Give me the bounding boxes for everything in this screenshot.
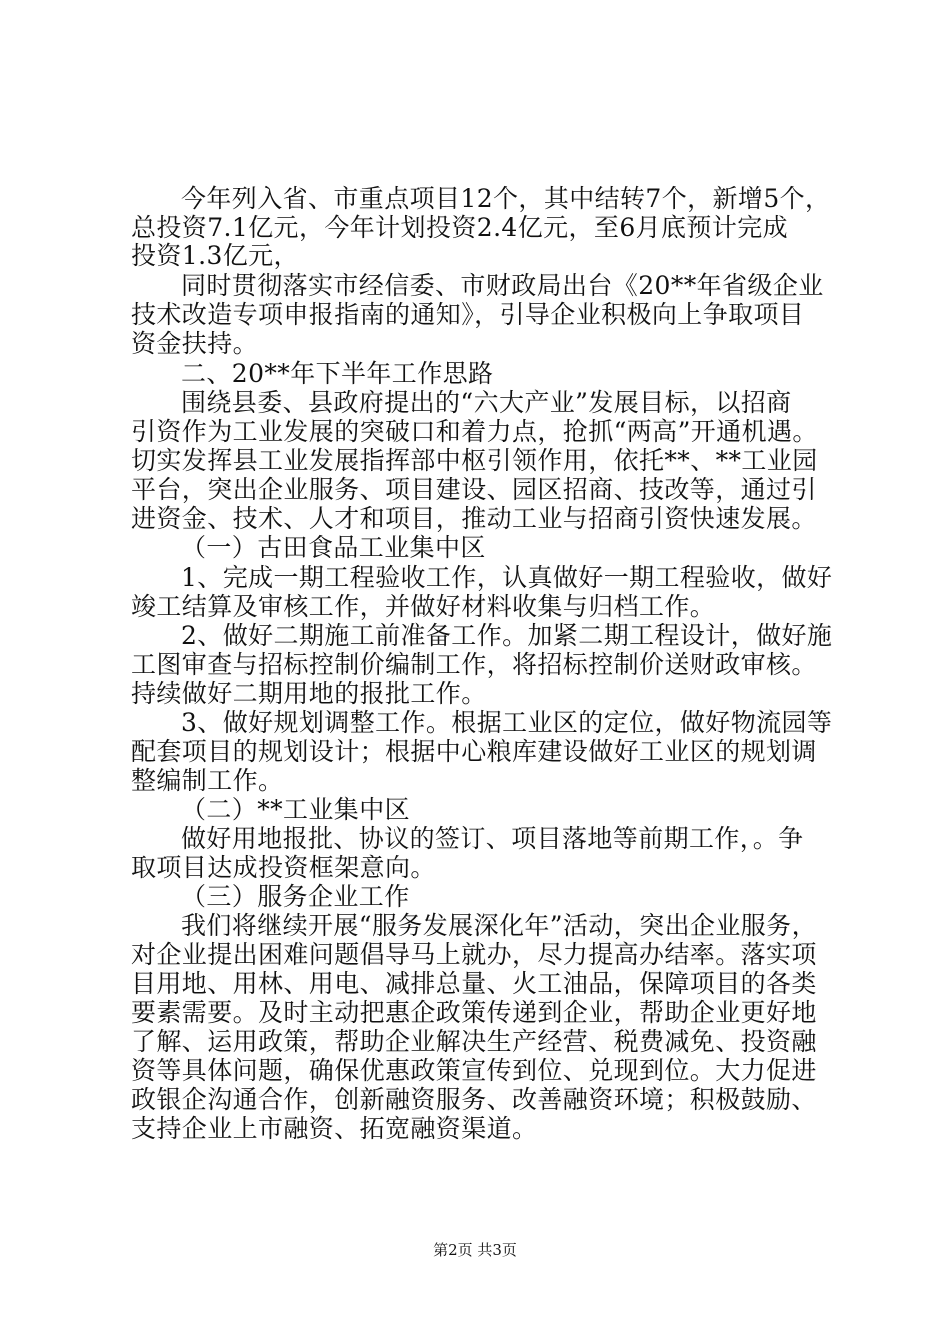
body-line: 1、完成一期工程验收工作，认真做好一期工程验收，做好: [181, 563, 833, 592]
body-line: 取项目达成投资框架意向。: [131, 853, 436, 882]
body-line: 竣工结算及审核工作，并做好材料收集与归档工作。: [131, 592, 716, 621]
body-line: 今年列入省、市重点项目12个，其中结转7个，新增5个，: [181, 184, 831, 213]
subsection-heading: （三）服务企业工作: [181, 882, 410, 911]
body-line: 持续做好二期用地的报批工作。: [131, 679, 487, 708]
body-line: 对企业提出困难问题倡导马上就办，尽力提高办结率。落实项: [131, 940, 817, 969]
page-number-footer: 第2页 共3页: [433, 1241, 517, 1259]
body-line: 2、做好二期施工前准备工作。加紧二期工程设计，做好施: [181, 621, 833, 650]
body-line: 我们将继续开展“服务发展深化年”活动，突出企业服务，: [181, 911, 817, 940]
body-line: 进资金、技术、人才和项目，推动工业与招商引资快速发展。: [131, 504, 817, 533]
body-line: 平台，突出企业服务、项目建设、园区招商、技改等，通过引: [131, 475, 817, 504]
section-heading: 二、20**年下半年工作思路: [181, 359, 494, 388]
body-line: 同时贯彻落实市经信委、市财政局出台《20**年省级企业: [181, 271, 824, 300]
body-line: 目用地、用林、用电、减排总量、火工油品，保障项目的各类: [131, 969, 817, 998]
body-line: 配套项目的规划设计；根据中心粮库建设做好工业区的规划调: [131, 737, 817, 766]
body-line: 资金扶持。: [131, 329, 259, 358]
body-line: 整编制工作。: [131, 766, 284, 795]
body-line: 围绕县委、县政府提出的“六大产业”发展目标，以招商: [181, 388, 792, 417]
body-line: 投资1.3亿元，: [131, 241, 299, 270]
body-line: 政银企沟通合作，创新融资服务、改善融资环境；积极鼓励、: [131, 1085, 817, 1114]
body-line: 做好用地报批、协议的签订、项目落地等前期工作，。争: [181, 824, 804, 853]
body-line: 资等具体问题，确保优惠政策宣传到位、兑现到位。大力促进: [131, 1056, 817, 1085]
body-line: 技术改造专项申报指南的通知》，引导企业积极向上争取项目: [131, 300, 805, 329]
body-line: 要素需要。及时主动把惠企政策传递到企业，帮助企业更好地: [131, 998, 817, 1027]
subsection-heading: （一）古田食品工业集中区: [181, 533, 486, 562]
body-line: 引资作为工业发展的突破口和着力点，抢抓“两高”开通机遇。: [131, 417, 818, 446]
body-line: 工图审查与招标控制价编制工作，将招标控制价送财政审核。: [131, 650, 817, 679]
subsection-heading: （二）**工业集中区: [181, 795, 411, 824]
body-line: 支持企业上市融资、拓宽融资渠道。: [131, 1114, 538, 1143]
body-line: 了解、运用政策，帮助企业解决生产经营、税费减免、投资融: [131, 1027, 817, 1056]
body-line: 总投资7.1亿元，今年计划投资2.4亿元，至6月底预计完成: [131, 213, 789, 242]
body-line: 切实发挥县工业发展指挥部中枢引领作用，依托**、**工业园: [131, 446, 818, 475]
body-line: 3、做好规划调整工作。根据工业区的定位，做好物流园等: [181, 708, 833, 737]
